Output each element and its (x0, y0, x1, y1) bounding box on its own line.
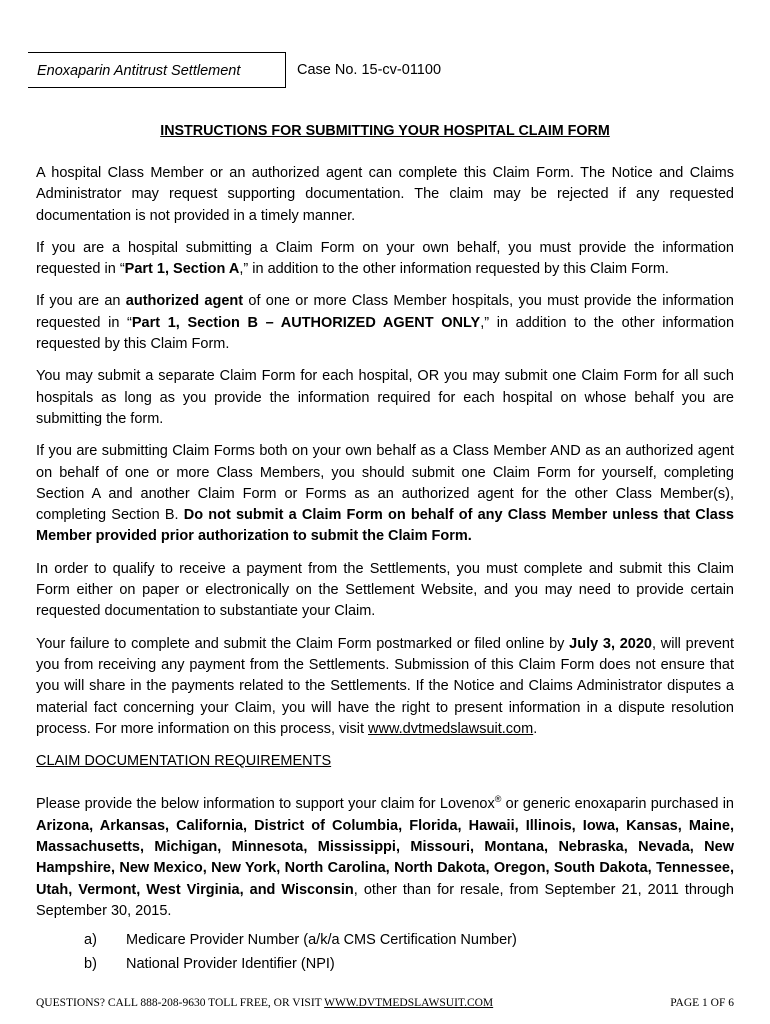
authorization-warning: Do not submit a Claim Form on behalf of any Class Member unless that Class Member provided prior authorization to submit the Claim Form. (36, 507, 734, 545)
paragraph-deadline-text: Your failure to complete and submit the Claim Form postmarked or filed online by (36, 635, 570, 652)
states-list: Arizona, Arkansas, California, District of Columbia, Florida, Hawaii, Illinois, Iowa, Kansas, Maine, Massachusetts, Michigan, Minnesota, Mississippi, Missouri, Montana, Nebraska, Nevada, New Hampshire, New Mexico, New York, North Carolina, North Dakota, Oregon, South Dakota, Tennessee, Utah, Vermont, West Virginia, and Wisconsin (36, 817, 734, 898)
paragraph-qualify: In order to qualify to receive a payment from the Settlements, you must complete and submit this Claim Form either on paper or electronically on the Settlement Website, and you may need to provide certain requested documentation to substantiate your Claim. (36, 560, 734, 620)
case-number: Case No. 15-cv-01100 (297, 62, 442, 78)
requirements-list (36, 928, 734, 976)
footer-website-link[interactable]: WWW.DVTMEDSLAWSUIT.COM (324, 997, 494, 1009)
paragraph-deadline (36, 634, 734, 740)
paragraph-agent-text-mid: of one or more Class Member hospitals, you must provide the information requested in “ (36, 293, 734, 331)
paragraph-agent (36, 291, 734, 355)
document-body (36, 163, 734, 976)
page-footer (36, 997, 734, 1009)
paragraph-deadline-end: . (533, 720, 538, 737)
authorized-agent-term: authorized agent (125, 293, 244, 310)
paragraph-hospital-text-end: ,” in addition to the other information requested by this Claim Form. (239, 261, 669, 278)
list-item (36, 928, 734, 952)
website-link[interactable]: www.dvtmedslawsuit.com (368, 720, 534, 737)
page-number: PAGE 1 OF 6 (670, 997, 734, 1009)
paragraph-deadline-text-mid: , will prevent you from receiving any payment from the Settlements. Submission of this Claim Form does not ensure that you will share in the payments related to the Settlements. If the Notice and Claims Administrator disputes a material fact concerning your Claim, you will have the right to present information in a dispute resolution process. For more information on this process, visit (36, 635, 734, 737)
footer-contact-text: QUESTIONS? CALL 888-208-9630 TOLL FREE, OR VISIT (36, 997, 325, 1009)
deadline-date: July 3, 2020 (569, 635, 652, 652)
list-marker: b) (84, 955, 97, 972)
footer-contact (36, 997, 493, 1009)
paragraph-hospital-text: If you are a hospital submitting a Claim Form on your own behalf, you must provide the information requested in “ (36, 239, 734, 278)
list-item (36, 952, 734, 976)
page-title: INSTRUCTIONS FOR SUBMITTING YOUR HOSPITAL CLAIM FORM (160, 123, 610, 139)
paragraph-documentation-text: Please provide the below information to support your claim for Lovenox (36, 796, 495, 813)
list-item-text: Medicare Provider Number (a/k/a CMS Certification Number) (126, 931, 517, 948)
section-b-ref: Part 1, Section B – AUTHORIZED AGENT ONLY (131, 314, 481, 331)
paragraph-documentation-text-mid: or generic enoxaparin purchased in (501, 796, 734, 813)
case-header (28, 52, 455, 88)
list-item-text: National Provider Identifier (NPI) (126, 955, 335, 972)
registered-mark: ® (494, 794, 502, 805)
paragraph-intro: A hospital Class Member or an authorized agent can complete this Claim Form. The Notice and Claims Administrator may request supporting documentation. The claim may be rejected if any requested documentation is not provided in a timely manner. (36, 165, 734, 224)
paragraph-hospital (36, 238, 734, 281)
section-a-ref: Part 1, Section A (124, 261, 240, 278)
paragraph-agent-text: If you are an (36, 293, 126, 310)
paragraph-both (36, 441, 734, 547)
paragraph-documentation (36, 794, 734, 922)
list-marker: a) (84, 931, 97, 948)
section-heading: CLAIM DOCUMENTATION REQUIREMENTS (36, 753, 332, 770)
paragraph-documentation-text-end: , other than for resale, from September 21, 2011 through September 30, 2015. (36, 881, 734, 919)
settlement-name: Enoxaparin Antitrust Settlement (28, 52, 286, 88)
paragraph-agent-text-end: ,” in addition to the other information requested by this Claim Form. (36, 314, 735, 353)
paragraph-separate-forms: You may submit a separate Claim Form for each hospital, OR you may submit one Claim Form for all such hospitals as long as you provide the information required for each hospital on whose behalf you are submitting the form. (36, 368, 734, 427)
paragraph-both-text: If you are submitting Claim Forms both on your own behalf as a Class Member AND as an authorized agent on behalf of one or more Class Members, you should submit one Claim Form for yourself, completing Section A and another Claim Form or Forms as an authorized agent for the other Class Member(s), completing Section B. (36, 443, 734, 524)
